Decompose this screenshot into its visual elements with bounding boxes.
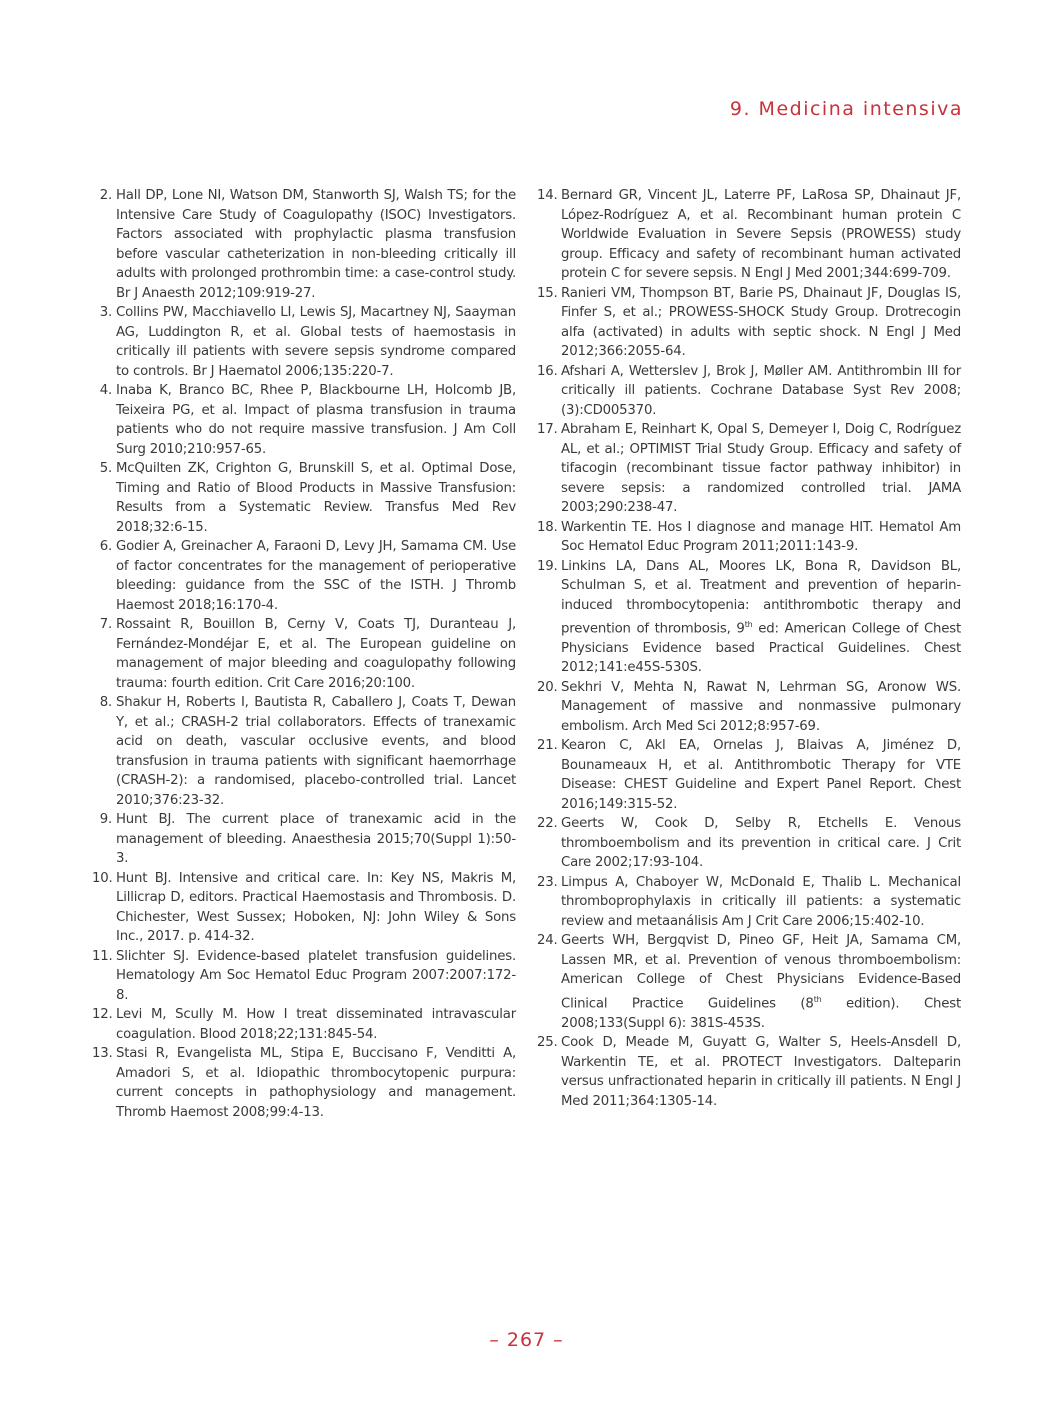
reference-item — [537, 362, 961, 421]
reference-text: Cook D, Meade M, Guyatt G, Walter S, Heels-Ansdell D, Warkentin TE, et al. PROTECT Investigators. Dalteparin versus unfractionated heparin in critically ill patients. N Engl J Med 2011;364:1305-14. — [561, 1035, 961, 1109]
reference-number: 7. — [99, 617, 112, 632]
reference-number: 11. — [92, 948, 113, 964]
reference-list — [92, 186, 516, 1122]
page-number: – 267 – — [489, 1329, 564, 1351]
reference-item — [537, 186, 961, 284]
reference-number: 17. — [537, 422, 558, 437]
reference-number: 8. — [99, 695, 112, 710]
reference-item — [537, 557, 961, 678]
reference-text: Hall DP, Lone NI, Watson DM, Stanworth SJ, Walsh TS; for the Intensive Care Study of Coagulopathy (ISOC) Investigators. Factors associated with prophylactic plasma transfusion before vascular catheterization in non-bleeding critically ill adults with prolonged prothrombin time: a case-control study. Br J Anaesth 2012;109:919-27. — [116, 188, 516, 301]
reference-text: Abraham E, Reinhart K, Opal S, Demeyer I, Doig C, Rodríguez AL, et al.; OPTIMIST Trial Study Group. Efficacy and safety of tifacogin (recombinant tissue factor pathway inhibitor) in severe sepsis: a randomized controlled trial. JAMA 2003;290:238-47. — [561, 422, 961, 515]
reference-item — [92, 615, 516, 693]
reference-list — [537, 186, 961, 1111]
reference-text: Afshari A, Wetterslev J, Brok J, Møller AM. Antithrombin III for critically ill patients. Cochrane Database Syst Rev 2008;(3):CD005370. — [561, 363, 961, 418]
references-right-column — [537, 186, 961, 1111]
reference-text: Geerts WH, Bergqvist D, Pineo GF, Heit JA, Samama CM, Lassen MR, et al. Prevention of venous thromboembolism: American College of Chest Physicians Evidence-Based Clinical Practice Guidelines (8 — [561, 933, 961, 1012]
reference-number: 20. — [537, 679, 558, 695]
reference-text: Sekhri V, Mehta N, Rawat N, Lehrman SG, Aronow WS. Management of massive and nonmassive pulmonary embolism. Arch Med Sci 2012;8:957-69. — [561, 679, 961, 734]
reference-number: 9. — [99, 812, 112, 827]
reference-text: Warkentin TE. Hos I diagnose and manage HIT. Hematol Am Soc Hematol Educ Program 2011;2011:143-9. — [561, 519, 961, 554]
reference-number: 24. — [537, 933, 558, 949]
reference-item — [537, 736, 961, 814]
reference-number: 4. — [99, 383, 112, 398]
reference-item — [537, 420, 961, 518]
reference-text: Shakur H, Roberts I, Bautista R, Caballero J, Coats T, Dewan Y, et al.; CRASH-2 trial collaborators. Effects of tranexamic acid on death, vascular occlusive events, and blood transfusion in trauma patients with significant haemorrhage (CRASH-2): a randomised, placebo-controlled trial. Lancet 2010;376:23-32. — [116, 695, 516, 808]
reference-text: Linkins LA, Dans AL, Moores LK, Bona R, Davidson BL, Schulman S, et al. Treatment and prevention of heparin-induced thrombocytopenia: antithrombotic therapy and prevention of thrombosis, — [561, 558, 961, 637]
reference-item — [92, 1005, 516, 1044]
reference-number: 18. — [537, 519, 558, 535]
reference-item — [537, 814, 961, 873]
reference-text-continued: edition). Chest 2008;133(Suppl 6): 381S-453S. — [561, 996, 961, 1031]
reference-text: Hunt BJ. Intensive and critical care. In: Key NS, Makris M, Lillicrap D, editors. Practical Haemostasis and Thrombosis. D. Chichester, West Sussex; Hoboken, NJ: John Wiley & Sons Inc., 2017. p. 414-32. — [116, 870, 516, 944]
reference-item — [92, 303, 516, 381]
reference-item — [92, 947, 516, 1006]
reference-text: Kearon C, Akl EA, Ornelas J, Blaivas A, Jiménez D, Bounameaux H, et al. Antithrombotic Therapy for VTE Disease: CHEST Guideline and Expert Panel Report. Chest 2016;149:315-52. — [561, 738, 961, 812]
reference-number: 6. — [99, 539, 112, 554]
reference-item — [92, 381, 516, 459]
reference-number: 12. — [92, 1007, 113, 1022]
reference-number: 2. — [99, 188, 112, 203]
reference-item — [92, 693, 516, 810]
reference-number: 22. — [537, 816, 558, 832]
reference-number: 10. — [92, 870, 113, 886]
reference-item — [92, 186, 516, 303]
reference-item — [92, 459, 516, 537]
reference-text: Slichter SJ. Evidence-based platelet transfusion guidelines. Hematology Am Soc Hematol Educ Program 2007:2007:172-8. — [116, 948, 516, 1003]
reference-number: 19. — [537, 558, 558, 574]
reference-text: Geerts W, Cook D, Selby R, Etchells E. Venous thromboembolism and its prevention in critical care. J Crit Care 2002;17:93-104. — [561, 816, 961, 871]
reference-number: 21. — [537, 738, 558, 754]
reference-text-edition: 9 — [736, 621, 745, 637]
reference-text: Limpus A, Chaboyer W, McDonald E, Thalib L. Mechanical thromboprophylaxis in critically ill patients: a systematic review and metaanálisis Am J Crit Care 2006;15:402-10. — [561, 874, 961, 929]
reference-text: Godier A, Greinacher A, Faraoni D, Levy JH, Samama CM. Use of factor concentrates for the management of perioperative bleeding: guidance from the SSC of the ISTH. J Thromb Haemost 2018;16:170-4. — [116, 539, 516, 613]
reference-superscript: th — [813, 994, 822, 1004]
reference-number: 3. — [99, 305, 112, 320]
reference-item — [92, 537, 516, 615]
reference-item — [537, 518, 961, 557]
reference-text: Bernard GR, Vincent JL, Laterre PF, LaRosa SP, Dhainaut JF, López-Rodríguez A, et al. Recombinant human protein C Worldwide Evaluation in Severe Sepsis (PROWESS) study group. Efficacy and safety of recombinant human activated protein C for severe sepsis. N Engl J Med 2001;344:699-709. — [561, 188, 961, 281]
reference-item — [537, 284, 961, 362]
reference-text: Rossaint R, Bouillon B, Cerny V, Coats TJ, Duranteau J, Fernández-Mondéjar E, et al. The European guideline on management of major bleeding and coagulopathy following trauma: fourth edition. Crit Care 2016;20:100. — [116, 617, 516, 691]
reference-text: Inaba K, Branco BC, Rhee P, Blackbourne LH, Holcomb JB, Teixeira PG, et al. Impact of plasma transfusion in trauma patients who do not require massive transfusion. J Am Coll Surg 2010;210:957-65. — [116, 383, 516, 457]
reference-item — [92, 1044, 516, 1122]
reference-text: Hunt BJ. The current place of tranexamic acid in the management of bleeding. Anaesthesia 2015;70(Suppl 1):50-3. — [116, 812, 516, 866]
reference-number: 15. — [537, 285, 558, 301]
reference-number: 25. — [537, 1035, 558, 1051]
reference-text: Levi M, Scully M. How I treat disseminated intravascular coagulation. Blood 2018;22;131:845-54. — [116, 1007, 516, 1042]
reference-text: Ranieri VM, Thompson BT, Barie PS, Dhainaut JF, Douglas IS, Finfer S, et al.; PROWESS-SHOCK Study Group. Drotrecogin alfa (activated) in adults with septic shock. N Engl J Med 2012;366:2055-64. — [561, 285, 961, 359]
references-left-column — [92, 186, 516, 1122]
reference-item — [537, 678, 961, 737]
reference-number: 5. — [99, 461, 112, 476]
reference-item — [537, 1033, 961, 1111]
reference-number: 23. — [537, 874, 558, 890]
reference-text: Stasi R, Evangelista ML, Stipa E, Buccisano F, Venditti A, Amadori S, et al. Idiopathic thrombocytopenic purpura: current concepts in pathophysiology and management. Thromb Haemost 2008;99:4-13. — [116, 1046, 516, 1120]
reference-text-continued: ed: American College of Chest Physicians Evidence based Practical Guidelines. Chest 2012;141:e45S-530S. — [561, 621, 961, 676]
reference-number: 13. — [92, 1046, 113, 1061]
reference-item — [92, 810, 516, 869]
reference-number: 16. — [537, 363, 558, 379]
chapter-header: 9. Medicina intensiva — [729, 98, 963, 120]
reference-item — [537, 873, 961, 932]
reference-number: 14. — [537, 188, 558, 203]
reference-item — [92, 869, 516, 947]
reference-text: McQuilten ZK, Crighton G, Brunskill S, et al. Optimal Dose, Timing and Ratio of Blood Products in Massive Transfusion: Results from a Systematic Review. Transfus Med Rev 2018;32:6-15. — [116, 461, 516, 535]
reference-item — [537, 931, 961, 1033]
reference-text: Collins PW, Macchiavello LI, Lewis SJ, Macartney NJ, Saayman AG, Luddington R, et al. Global tests of haemostasis in critically ill patients with severe sepsis syndrome compared to controls. Br J Haematol 2006;135:220-7. — [116, 305, 516, 379]
reference-superscript: th — [744, 620, 753, 629]
